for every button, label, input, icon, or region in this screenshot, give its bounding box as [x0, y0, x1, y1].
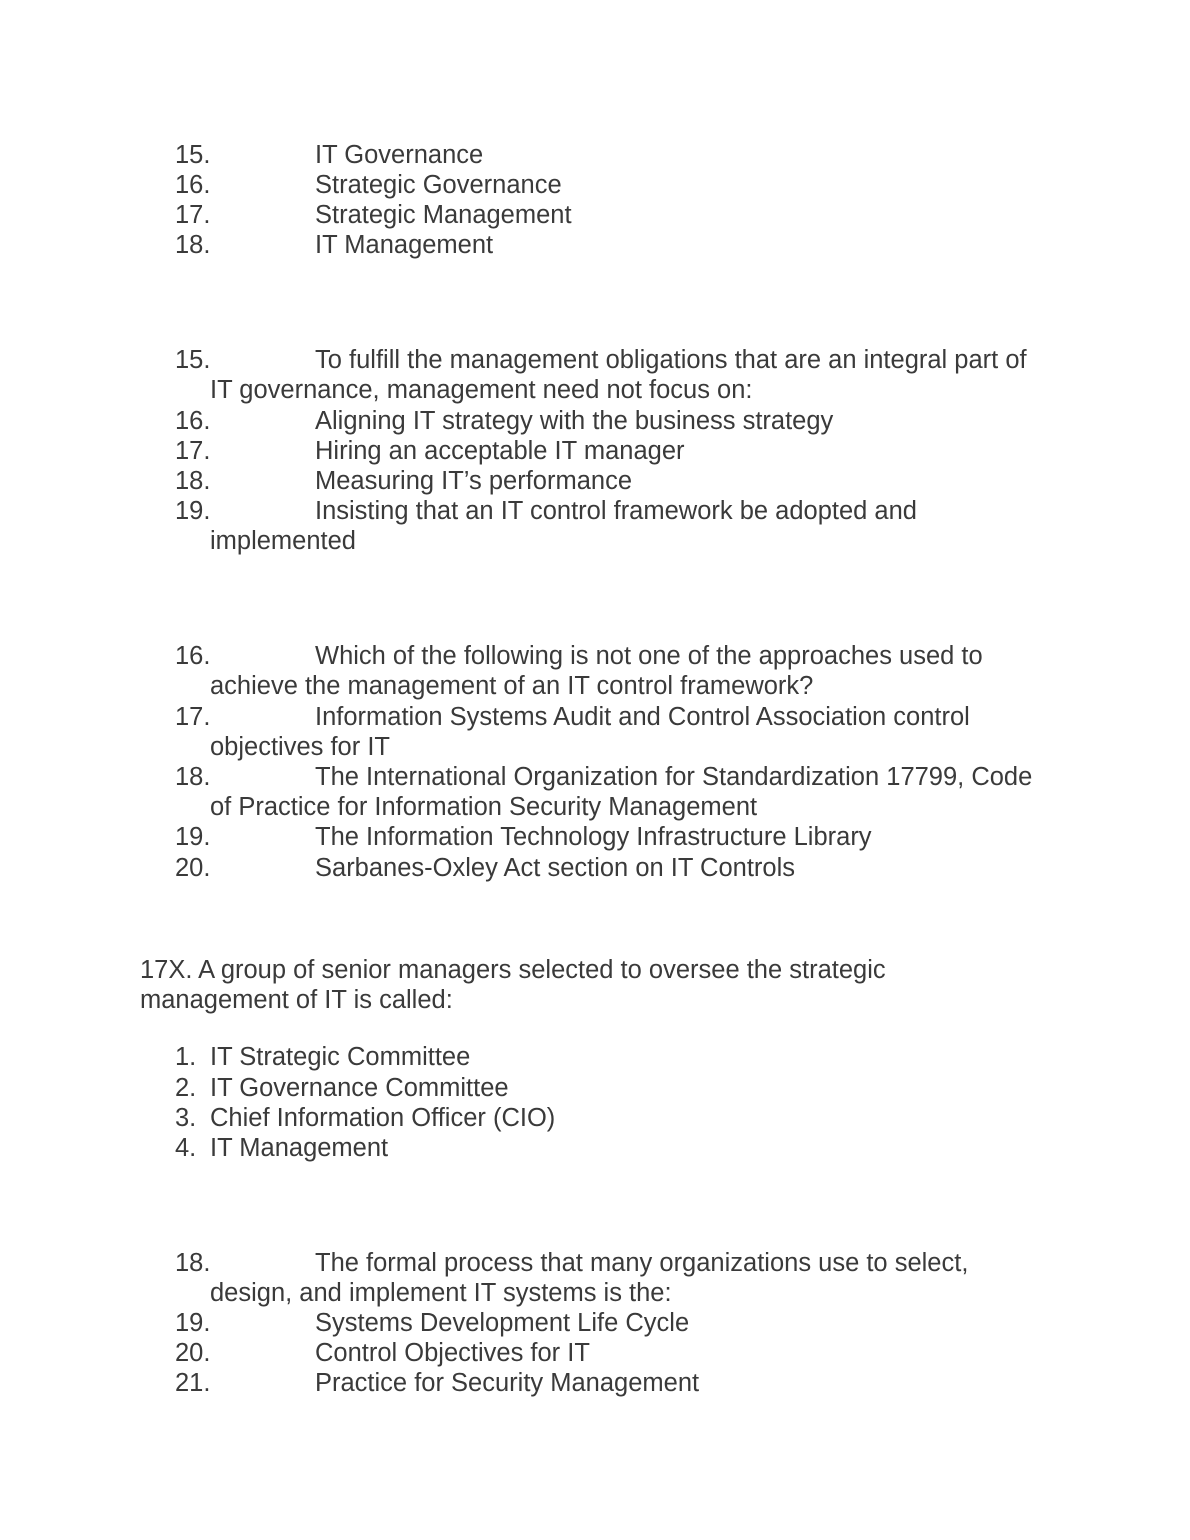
item-number: 18. [175, 763, 211, 791]
item-text: Sarbanes-Oxley Act section on IT Controls [315, 854, 796, 882]
question-paragraph: 17X. A group of senior managers selected to oversee the strategic management of IT is called: [140, 956, 886, 1014]
option-text: IT Management [210, 1134, 389, 1162]
item-number: 16. [175, 642, 211, 670]
list-item [175, 200, 1055, 230]
item-text: To fulfill the management obligations that are an integral part of IT governance, management need not focus on: [210, 346, 1027, 404]
item-number: 16. [175, 171, 211, 199]
item-number: 18. [175, 1249, 211, 1277]
item-number: 18. [175, 231, 211, 259]
item-text: Measuring IT’s performance [315, 467, 632, 495]
item-number: 19. [175, 823, 211, 851]
option-item [175, 1073, 509, 1103]
item-number: 20. [175, 854, 211, 882]
item-number: 19. [175, 1309, 211, 1337]
item-number: 17. [175, 201, 211, 229]
item-text: Which of the following is not one of the approaches used to achieve the management of an IT control framework? [210, 642, 983, 700]
list-item [175, 170, 1055, 200]
list-item [175, 762, 1055, 822]
list-item [175, 853, 1055, 883]
option-item [175, 1103, 555, 1133]
list-item [175, 641, 1005, 701]
item-text: The formal process that many organizations use to select, design, and implement IT systems is the: [210, 1249, 969, 1307]
list-item [175, 1368, 1055, 1398]
item-text: Information Systems Audit and Control Association control objectives for IT [210, 703, 970, 761]
list-item [175, 436, 1055, 466]
item-number: 21. [175, 1369, 211, 1397]
option-text: IT Strategic Committee [210, 1043, 471, 1071]
list-item [175, 1338, 1055, 1368]
option-text: IT Governance Committee [210, 1074, 509, 1102]
list-item [175, 1308, 1055, 1338]
option-number: 2. [175, 1074, 197, 1102]
list-item [175, 1248, 1055, 1308]
item-text: Strategic Governance [315, 171, 562, 199]
list-item [175, 822, 1055, 852]
item-text: Hiring an acceptable IT manager [315, 437, 685, 465]
item-number: 15. [175, 141, 211, 169]
option-number: 1. [175, 1043, 197, 1071]
item-number: 17. [175, 437, 211, 465]
list-item [175, 702, 995, 762]
item-number: 16. [175, 407, 211, 435]
item-text: IT Management [315, 231, 494, 259]
list-item [175, 466, 1055, 496]
item-text: Practice for Security Management [315, 1369, 700, 1397]
option-item [175, 1133, 388, 1163]
item-number: 20. [175, 1339, 211, 1367]
item-text: The International Organization for Standardization 17799, Code of Practice for Information Security Management [210, 763, 1033, 821]
item-text: The Information Technology Infrastructure Library [315, 823, 872, 851]
item-text: Insisting that an IT control framework be adopted and implemented [210, 497, 917, 555]
option-text: Chief Information Officer (CIO) [210, 1104, 556, 1132]
item-number: 19. [175, 497, 211, 525]
item-text: Aligning IT strategy with the business strategy [315, 407, 834, 435]
option-item [175, 1042, 470, 1072]
list-item [175, 140, 1055, 170]
item-text: Systems Development Life Cycle [315, 1309, 690, 1337]
item-text: IT Governance [315, 141, 484, 169]
option-number: 3. [175, 1104, 197, 1132]
list-item [175, 345, 1055, 405]
item-text: Control Objectives for IT [315, 1339, 590, 1367]
list-item [175, 230, 1055, 260]
item-number: 17. [175, 703, 211, 731]
item-number: 15. [175, 346, 211, 374]
item-number: 18. [175, 467, 211, 495]
list-item [175, 496, 935, 556]
item-text: Strategic Management [315, 201, 572, 229]
list-item [175, 406, 1055, 436]
option-number: 4. [175, 1134, 197, 1162]
